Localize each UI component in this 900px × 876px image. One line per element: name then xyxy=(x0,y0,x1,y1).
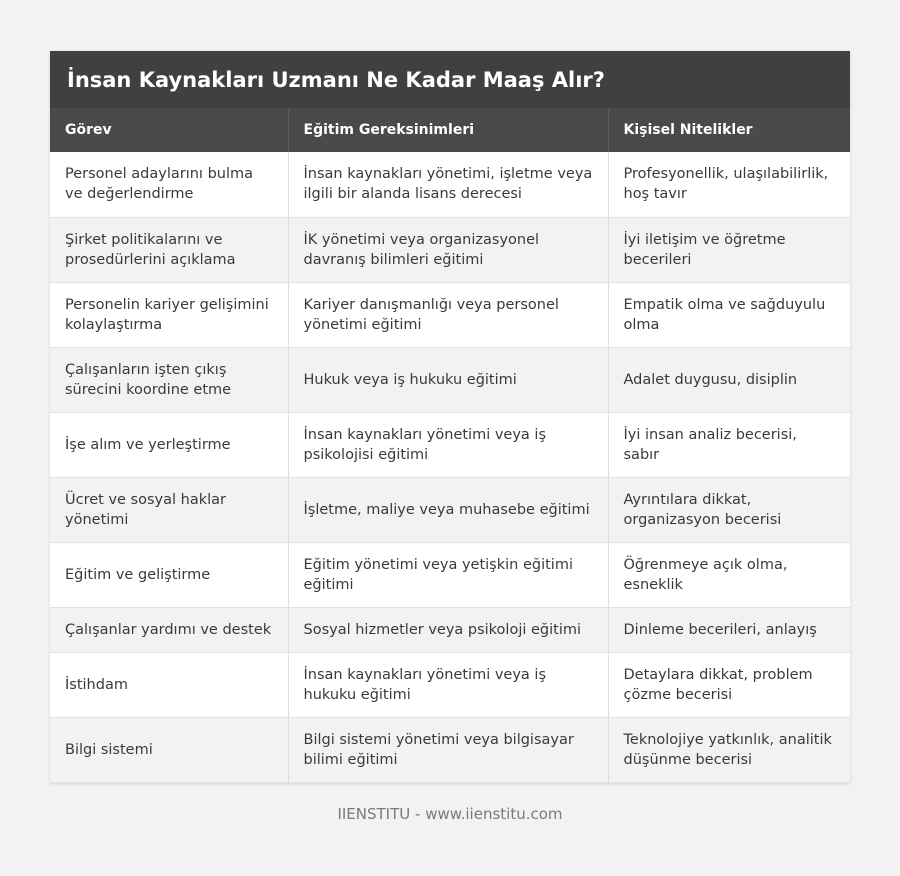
table-cell: Kariyer danışmanlığı veya personel yönetimi eğitimi xyxy=(288,282,608,347)
table-cell: Çalışanlar yardımı ve destek xyxy=(50,607,288,652)
table-row xyxy=(50,717,850,782)
table-row xyxy=(50,347,850,412)
table-cell: İşletme, maliye veya muhasebe eğitimi xyxy=(288,477,608,542)
table-row xyxy=(50,282,850,347)
table-cell: Eğitim yönetimi veya yetişkin eğitimi eğitimi xyxy=(288,542,608,607)
table-cell: Şirket politikalarını ve prosedürlerini açıklama xyxy=(50,217,288,282)
table-cell: İyi insan analiz becerisi, sabır xyxy=(608,412,850,477)
table-cell: Sosyal hizmetler veya psikoloji eğitimi xyxy=(288,607,608,652)
table-cell: Detaylara dikkat, problem çözme becerisi xyxy=(608,652,850,717)
table-cell: İK yönetimi veya organizasyonel davranış bilimleri eğitimi xyxy=(288,217,608,282)
header-row xyxy=(50,108,850,152)
table-row xyxy=(50,652,850,717)
table-cell: Personel adaylarını bulma ve değerlendirme xyxy=(50,152,288,217)
table-cell: Ücret ve sosyal haklar yönetimi xyxy=(50,477,288,542)
table-row xyxy=(50,152,850,217)
table-row xyxy=(50,217,850,282)
table-cell: Öğrenmeye açık olma, esneklik xyxy=(608,542,850,607)
table-cell: İşe alım ve yerleştirme xyxy=(50,412,288,477)
table-cell: İyi iletişim ve öğretme becerileri xyxy=(608,217,850,282)
table-cell: Ayrıntılara dikkat, organizasyon becerisi xyxy=(608,477,850,542)
table-cell: Bilgi sistemi xyxy=(50,717,288,782)
table-cell: Empatik olma ve sağduyulu olma xyxy=(608,282,850,347)
table-cell: İstihdam xyxy=(50,652,288,717)
table-cell: İnsan kaynakları yönetimi veya iş hukuku eğitimi xyxy=(288,652,608,717)
table-row xyxy=(50,477,850,542)
table-cell: İnsan kaynakları yönetimi, işletme veya ilgili bir alanda lisans derecesi xyxy=(288,152,608,217)
column-header-gorev: Görev xyxy=(50,108,288,152)
table-cell: Bilgi sistemi yönetimi veya bilgisayar bilimi eğitimi xyxy=(288,717,608,782)
table-row xyxy=(50,542,850,607)
table-row xyxy=(50,607,850,652)
column-header-nitelikler: Kişisel Nitelikler xyxy=(608,108,850,152)
table-card xyxy=(50,51,850,783)
table-cell: Çalışanların işten çıkış sürecini koordine etme xyxy=(50,347,288,412)
table-cell: Dinleme becerileri, anlayış xyxy=(608,607,850,652)
table-cell: Personelin kariyer gelişimini kolaylaştırma xyxy=(50,282,288,347)
column-header-egitim: Eğitim Gereksinimleri xyxy=(288,108,608,152)
table-cell: İnsan kaynakları yönetimi veya iş psikolojisi eğitimi xyxy=(288,412,608,477)
table-title: İnsan Kaynakları Uzmanı Ne Kadar Maaş Alır? xyxy=(50,51,850,108)
table-cell: Profesyonellik, ulaşılabilirlik, hoş tavır xyxy=(608,152,850,217)
table-cell: Adalet duygusu, disiplin xyxy=(608,347,850,412)
table-row xyxy=(50,412,850,477)
table-cell: Hukuk veya iş hukuku eğitimi xyxy=(288,347,608,412)
footer-credit: IIENSTITU - www.iienstitu.com xyxy=(337,805,563,823)
data-table xyxy=(50,108,850,783)
table-cell: Teknolojiye yatkınlık, analitik düşünme becerisi xyxy=(608,717,850,782)
table-cell: Eğitim ve geliştirme xyxy=(50,542,288,607)
